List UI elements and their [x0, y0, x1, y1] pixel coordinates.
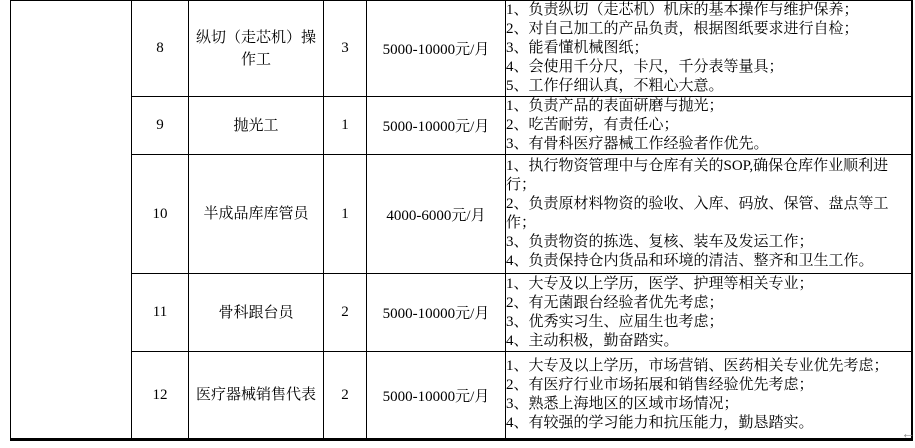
job-requirements — [506, 97, 913, 155]
job-title: 医疗器械销售代表 — [189, 352, 324, 440]
job-headcount: 2 — [324, 274, 367, 352]
job-requirements — [506, 1, 913, 97]
job-requirements — [506, 274, 913, 352]
table-row — [11, 274, 913, 352]
job-salary: 4000-6000元/月 — [367, 155, 506, 274]
requirement-line: 4、主动积极，勤奋踏实。 — [506, 332, 679, 349]
job-requirements — [506, 352, 913, 440]
job-salary: 5000-10000元/月 — [367, 352, 506, 440]
requirement-line: 3、负责物资的拣选、复核、装车及发运工作； — [506, 234, 814, 250]
job-no: 10 — [132, 155, 189, 274]
requirement-line: 4、有较强的学习能力和抗压能力，勤恳踏实。 — [506, 415, 814, 431]
requirement-line: 3、有骨科医疗器械工作经验者作优先。 — [506, 136, 769, 152]
job-no: 9 — [132, 97, 189, 155]
requirement-line: 4、会使用千分尺，卡尺，千分表等量具； — [506, 59, 784, 75]
job-salary: 5000-10000元/月 — [367, 97, 506, 155]
job-headcount: 2 — [324, 352, 367, 440]
job-title: 骨科跟台员 — [189, 274, 324, 352]
job-headcount: 1 — [324, 97, 367, 155]
table-row — [11, 1, 913, 97]
job-no: 12 — [132, 352, 189, 440]
requirement-line: 1、大专及以上学历，市场营销、医药相关专业优先考虑； — [506, 358, 889, 374]
requirement-line: 1、大专及以上学历，医学、护理等相关专业； — [506, 275, 814, 292]
requirement-line: 2、有医疗行业市场拓展和销售经验优先考虑； — [506, 377, 814, 393]
requirement-line: 2、有无菌跟台经验者优先考虑； — [506, 294, 724, 311]
requirement-line: 1、负责纵切（走芯机）机床的基本操作与维护保养； — [506, 2, 859, 18]
requirement-line: 2、吃苦耐劳，有责任心； — [506, 117, 679, 133]
requirement-line: 3、优秀实习生、应届生也考虑； — [506, 313, 724, 330]
job-title: 抛光工 — [189, 97, 324, 155]
merged-empty-cell — [11, 1, 132, 440]
requirement-line: 2、负责原材料物资的验收、入库、码放、保管、盘点等工作； — [506, 196, 889, 231]
job-salary: 5000-10000元/月 — [367, 274, 506, 352]
job-no: 11 — [132, 274, 189, 352]
job-title: 半成品库库管员 — [189, 155, 324, 274]
job-headcount: 1 — [324, 155, 367, 274]
job-requirements — [506, 155, 913, 274]
job-listing-table — [10, 0, 913, 441]
job-headcount: 3 — [324, 1, 367, 97]
requirement-line: 4、负责保持仓内货品和环境的清洁、整齐和卫生工作。 — [506, 253, 874, 269]
requirement-line: 1、执行物资管理中与仓库有关的SOP,确保仓库作业顺利进行； — [506, 158, 889, 193]
job-no: 8 — [132, 1, 189, 97]
table-row — [11, 97, 913, 155]
table-row — [11, 155, 913, 274]
requirement-line: 1、负责产品的表面研磨与抛光； — [506, 98, 724, 114]
row-end-arrow-mark: ← — [901, 425, 915, 441]
job-salary: 5000-10000元/月 — [367, 1, 506, 97]
requirement-line: 5、工作仔细认真，不粗心大意。 — [506, 78, 724, 94]
requirement-line: 3、能看懂机械图纸； — [506, 40, 649, 56]
requirement-line: 3、熟悉上海地区的区域市场情况； — [506, 396, 739, 412]
table-row — [11, 352, 913, 440]
job-title: 纵切（走芯机）操作工 — [189, 1, 324, 97]
requirement-line: 2、对自己加工的产品负责，根据图纸要求进行自检； — [506, 21, 859, 37]
